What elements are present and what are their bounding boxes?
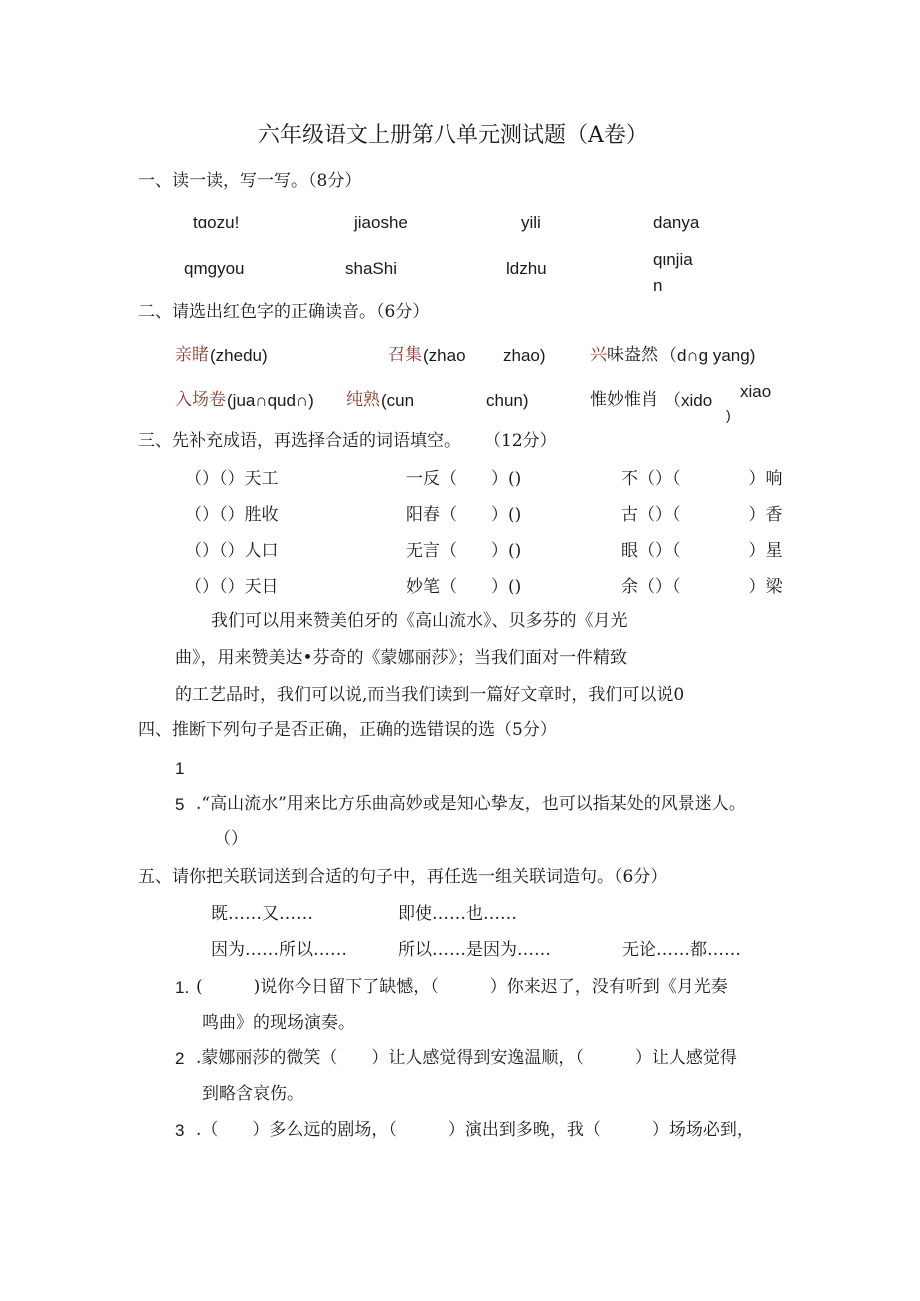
pinyin-xiao-1: （xido <box>664 391 713 410</box>
pinyin-3: yili <box>521 213 541 232</box>
idiom: （）（）天日 <box>185 577 279 597</box>
conjunction: 无论……都…… <box>622 940 741 960</box>
pinyin-7: ldzhu <box>506 259 547 278</box>
word-qindu: 亲睹 <box>175 345 209 365</box>
pinyin-chunshu-1: (cun <box>381 391 415 410</box>
idiom: 一反（ ）() <box>406 469 522 489</box>
word-weiangran: 味盎然 <box>607 345 658 365</box>
question-2-cont: 到略含哀伤。 <box>202 1084 304 1104</box>
pinyin-qindu: (zhedu) <box>210 346 268 365</box>
section-4-heading: 四、推断下列句子是否正确，正确的选错误的选（5分） <box>138 720 557 740</box>
section-2-heading: 二、请选出红色字的正确读音。（6分） <box>138 302 430 322</box>
question-1: ( )说你今日留下了缺憾，（ ）你来迟了，没有听到《月光奏 <box>196 977 728 997</box>
idiom: 阳春（ ）() <box>406 505 522 525</box>
pinyin-2: jiaoshe <box>354 213 408 232</box>
word-weimiaoweixiao: 惟妙惟肖 <box>590 390 658 410</box>
conjunction: 既……又…… <box>211 904 313 924</box>
idiom: 余（）（ ）梁 <box>621 577 783 597</box>
page-title: 六年级语文上册第八单元测试题（A卷） <box>258 123 648 148</box>
pinyin-xiao-2: xiao <box>740 382 772 401</box>
idiom: （）（）天工 <box>185 469 279 489</box>
pinyin-4: danya <box>653 213 700 232</box>
paragraph-line-3: 的工艺品时，我们可以说,而当我们读到一篇好文章时，我们可以说0 <box>175 685 685 705</box>
pinyin-chunshu-2: chun) <box>486 391 529 410</box>
pinyin-5: qmgyou <box>184 259 245 278</box>
pinyin-zhaoji-1: (zhao <box>423 346 466 365</box>
pinyin-1: tɑozu! <box>193 213 240 232</box>
word-ruchangjuan: 入场卷 <box>175 390 226 410</box>
paragraph-line-2: 曲》，用来赞美达•芬奇的《蒙娜丽莎》；当我们面对一件精致 <box>175 648 628 668</box>
question-2: .蒙娜丽莎的微笑（ ）让人感觉得到安逸温顺，（ ）让人感觉得 <box>196 1048 737 1068</box>
question-3-number: 3 <box>175 1121 185 1140</box>
pinyin-6: shaShi <box>345 259 397 278</box>
item-number-1: 1 <box>175 759 185 778</box>
item-number-5: 5 <box>175 795 185 814</box>
pinyin-ruchangjuan: (jua∩qud∩) <box>227 391 314 410</box>
idiom: 无言（ ）() <box>406 541 522 561</box>
idiom: 不（）（ ）响 <box>621 469 783 489</box>
pinyin-8a: qιnjia <box>653 250 693 269</box>
idiom: （）（）人口 <box>185 541 279 561</box>
idiom: （）（）胜收 <box>185 505 279 525</box>
pinyin-zhaoji-2: zhao) <box>503 346 546 365</box>
pinyin-xiao-close: ) <box>726 407 731 423</box>
idiom: 古（）（ ）香 <box>621 505 783 525</box>
question-2-number: 2 <box>175 1049 185 1068</box>
conjunction: 即使……也…… <box>398 904 517 924</box>
section-1-heading: 一、读一读，写一写。（8分） <box>138 171 362 191</box>
section-3-score: （12分） <box>484 431 557 451</box>
idiom: 妙笔（ ）() <box>406 577 522 597</box>
word-chunshu: 纯熟 <box>346 390 380 410</box>
word-xing: 兴 <box>590 345 607 365</box>
item-5-text: .“高山流水”用来比方乐曲高妙或是知心挚友，也可以指某处的风景迷人。 <box>196 794 746 814</box>
word-zhaoji: 召集 <box>388 345 422 365</box>
question-1-number: 1. <box>175 978 190 997</box>
idiom: 眼（）（ ）星 <box>621 541 783 561</box>
question-1-cont: 鸣曲》的现场演奏。 <box>202 1013 355 1033</box>
paragraph-line-1: 我们可以用来赞美伯牙的《高山流水》、贝多芬的《月光 <box>211 611 628 631</box>
question-3: .（ ）多么远的剧场，（ ）演出到多晚，我（ ）场场必到， <box>196 1120 754 1140</box>
pinyin-8b: n <box>653 276 663 295</box>
conjunction: 所以……是因为…… <box>398 940 551 960</box>
section-3-heading: 三、先补充成语，再选择合适的词语填空。 <box>138 431 461 451</box>
section-5-heading: 五、请你把关联词送到合适的句子中，再任选一组关联词造句。（6分） <box>138 867 668 887</box>
conjunction: 因为……所以…… <box>211 940 347 960</box>
pinyin-xingwei: （d∩g yang) <box>660 346 756 365</box>
answer-paren: （） <box>214 829 248 849</box>
